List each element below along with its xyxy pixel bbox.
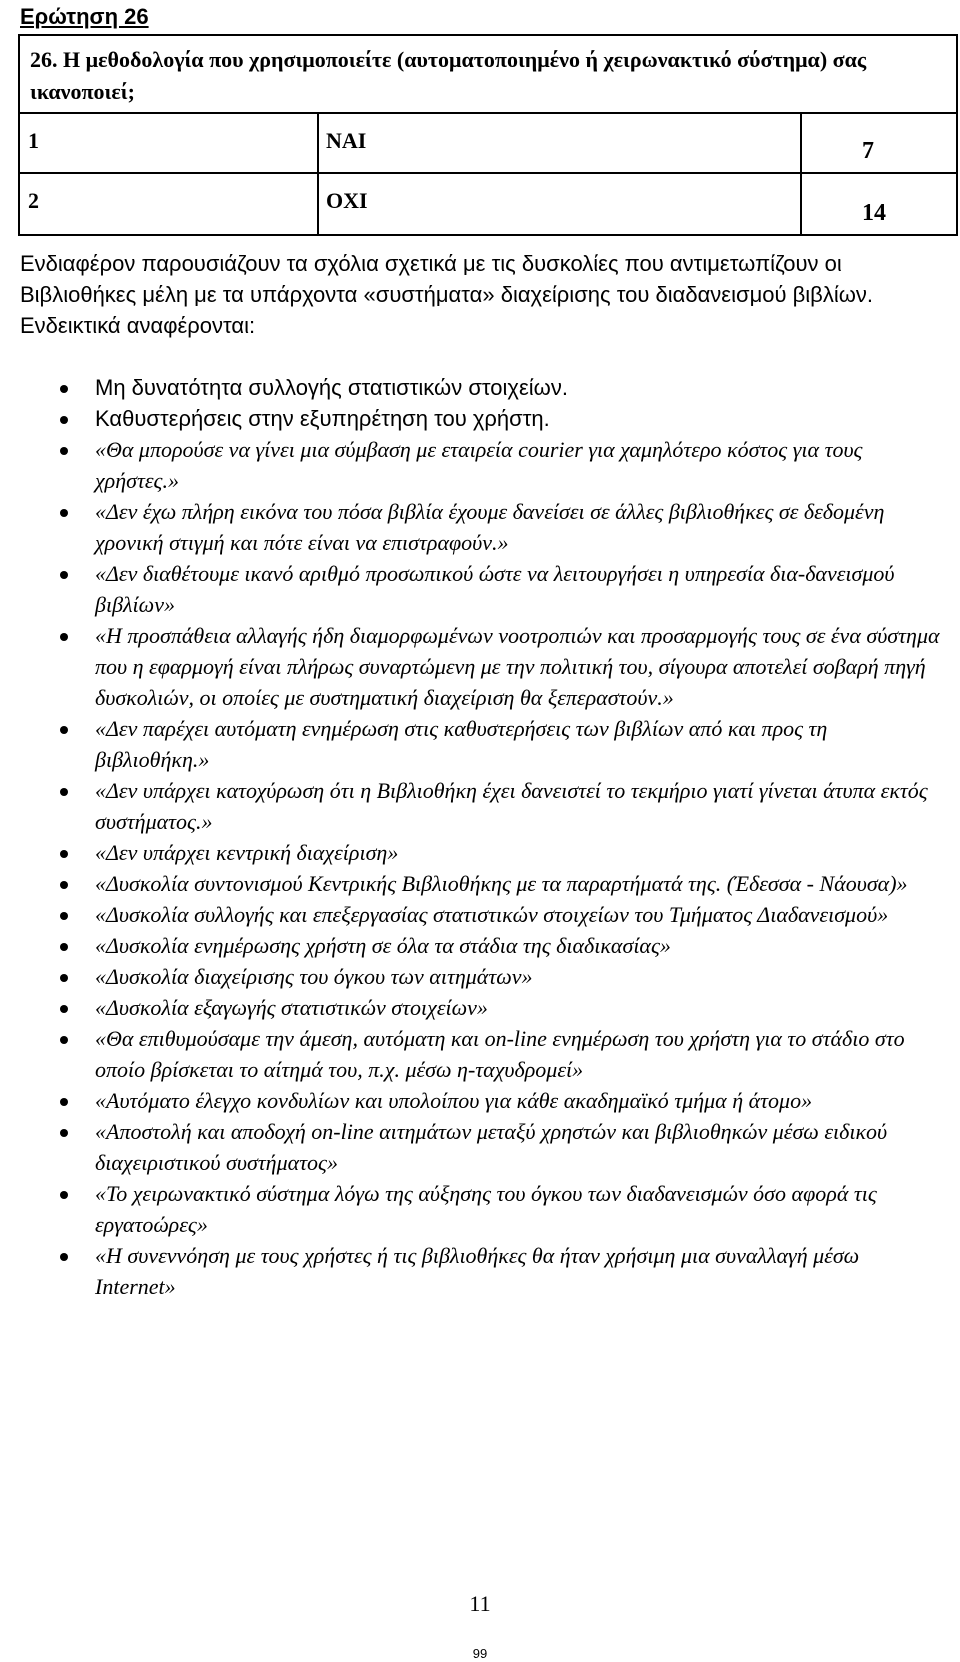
list-item: «Θα επιθυμούσαμε την άμεση, αυτόματη και on-line ενημέρωση του χρήστη για το στάδιο στο οποίο βρίσκεται το αίτημά του, π.χ. μέσω η-ταχυδρομεί» [20, 1023, 940, 1085]
list-item: «Δυσκολία συντονισμού Κεντρικής Βιβλιοθήκης με τα παραρτήματά της. (Έδεσσα - Νάουσα)» [20, 868, 940, 899]
list-item: «Δυσκολία ενημέρωσης χρήστη σε όλα τα στάδια της διαδικασίας» [20, 930, 940, 961]
option-row-no [20, 174, 956, 234]
option-label: ΝΑΙ [326, 128, 367, 153]
option-number: 2 [28, 188, 39, 213]
bullet-icon [60, 1098, 68, 1106]
bullet-icon [60, 385, 68, 393]
option-number: 1 [28, 128, 39, 153]
bullet-icon [60, 1005, 68, 1013]
bullet-icon [60, 788, 68, 796]
bullet-icon [60, 974, 68, 982]
bullet-icon [60, 726, 68, 734]
bullet-icon [60, 850, 68, 858]
bullet-icon [60, 571, 68, 579]
page-heading: Ερώτηση 26 [20, 4, 149, 29]
bullet-icon [60, 416, 68, 424]
bullet-icon [60, 1253, 68, 1261]
list-item: Καθυστερήσεις στην εξυπηρέτηση του χρήστη. [20, 403, 940, 434]
intro-paragraph: Ενδιαφέρον παρουσιάζουν τα σχόλια σχετικά με τις δυσκολίες που αντιμετωπίζουν οι Βιβλιοθήκες μέλη με τα υπάρχοντα «συστήματα» διαχείρισης του διαδανεισμού βιβλίων. Ενδεικτικά αναφέρονται: [20, 251, 873, 338]
list-item: «Το χειρωνακτικό σύστημα λόγω της αύξησης του όγκου των διαδανεισμών όσο αφορά τις εργατοώρες» [20, 1178, 940, 1240]
bullet-icon [60, 1036, 68, 1044]
comments-list [20, 372, 940, 1302]
list-item: Μη δυνατότητα συλλογής στατιστικών στοιχείων. [20, 372, 940, 403]
question-table [18, 34, 958, 236]
bullet-icon [60, 912, 68, 920]
list-item: «Δυσκολία διαχείρισης του όγκου των αιτημάτων» [20, 961, 940, 992]
list-item: «Δεν έχω πλήρη εικόνα του πόσα βιβλία έχουμε δανείσει σε άλλες βιβλιοθήκες σε δεδομένη χρονική στιγμή και πότε είναι να επιστραφούν.» [20, 496, 940, 558]
list-item: «Δεν διαθέτουμε ικανό αριθμό προσωπικού ώστε να λειτουργήσει η υπηρεσία δια-δανεισμού βιβλίων» [20, 558, 940, 620]
list-item: «Δυσκολία εξαγωγής στατιστικών στοιχείων» [20, 992, 940, 1023]
list-item: «Αποστολή και αποδοχή on-line αιτημάτων μεταξύ χρηστών και βιβλιοθηκών μέσω ειδικού διαχειριστικού συστήματος» [20, 1116, 940, 1178]
list-item: «Δεν παρέχει αυτόματη ενημέρωση στις καθυστερήσεις των βιβλίων από και προς τη βιβλιοθήκη.» [20, 713, 940, 775]
bullet-icon [60, 1191, 68, 1199]
question-text: 26. Η μεθοδολογία που χρησιμοποιείτε (αυτοματοποιημένο ή χειρωνακτικό σύστημα) σας ικανοποιεί; [30, 47, 867, 104]
list-item: «Θα μπορούσε να γίνει μια σύμβαση με εταιρεία courier για χαμηλότερο κόστος για τους χρήστες.» [20, 434, 940, 496]
page-number: 11 [469, 1591, 491, 1616]
bullet-icon [60, 509, 68, 517]
option-row-yes [20, 114, 956, 174]
option-label: ΟΧΙ [326, 188, 368, 213]
list-item: «Δυσκολία συλλογής και επεξεργασίας στατιστικών στοιχείων του Τμήματος Διαδανεισμού» [20, 899, 940, 930]
bullet-icon [60, 1129, 68, 1137]
bullet-icon [60, 447, 68, 455]
scan-page-number: 99 [472, 1646, 488, 1661]
option-count: 7 [862, 138, 874, 164]
list-item: «Αυτόματο έλεγχο κονδυλίων και υπολοίπου για κάθε ακαδημαϊκό τμήμα ή άτομο» [20, 1085, 940, 1116]
bullet-icon [60, 633, 68, 641]
option-count: 14 [862, 200, 886, 226]
bullet-icon [60, 881, 68, 889]
list-item: «Δεν υπάρχει κατοχύρωση ότι η Βιβλιοθήκη έχει δανειστεί το τεκμήριο γιατί γίνεται άτυπα εκτός συστήματος.» [20, 775, 940, 837]
list-item: «Η προσπάθεια αλλαγής ήδη διαμορφωμένων νοοτροπιών και προσαρμογής τους σε ένα σύστημα που η εφαρμογή είναι πλήρως συναρτώμενη με την πολιτική του, σίγουρα αποτελεί σοβαρή πηγή δυσκολιών, οι οποίες με συστηματική διαχείριση θα ξεπεραστούν.» [20, 620, 940, 713]
bullet-icon [60, 943, 68, 951]
list-item: «Η συνεννόηση με τους χρήστες ή τις βιβλιοθήκες θα ήταν χρήσιμη μια συναλλαγή μέσω Internet» [20, 1240, 940, 1302]
question-row [20, 36, 956, 114]
list-item: «Δεν υπάρχει κεντρική διαχείριση» [20, 837, 940, 868]
